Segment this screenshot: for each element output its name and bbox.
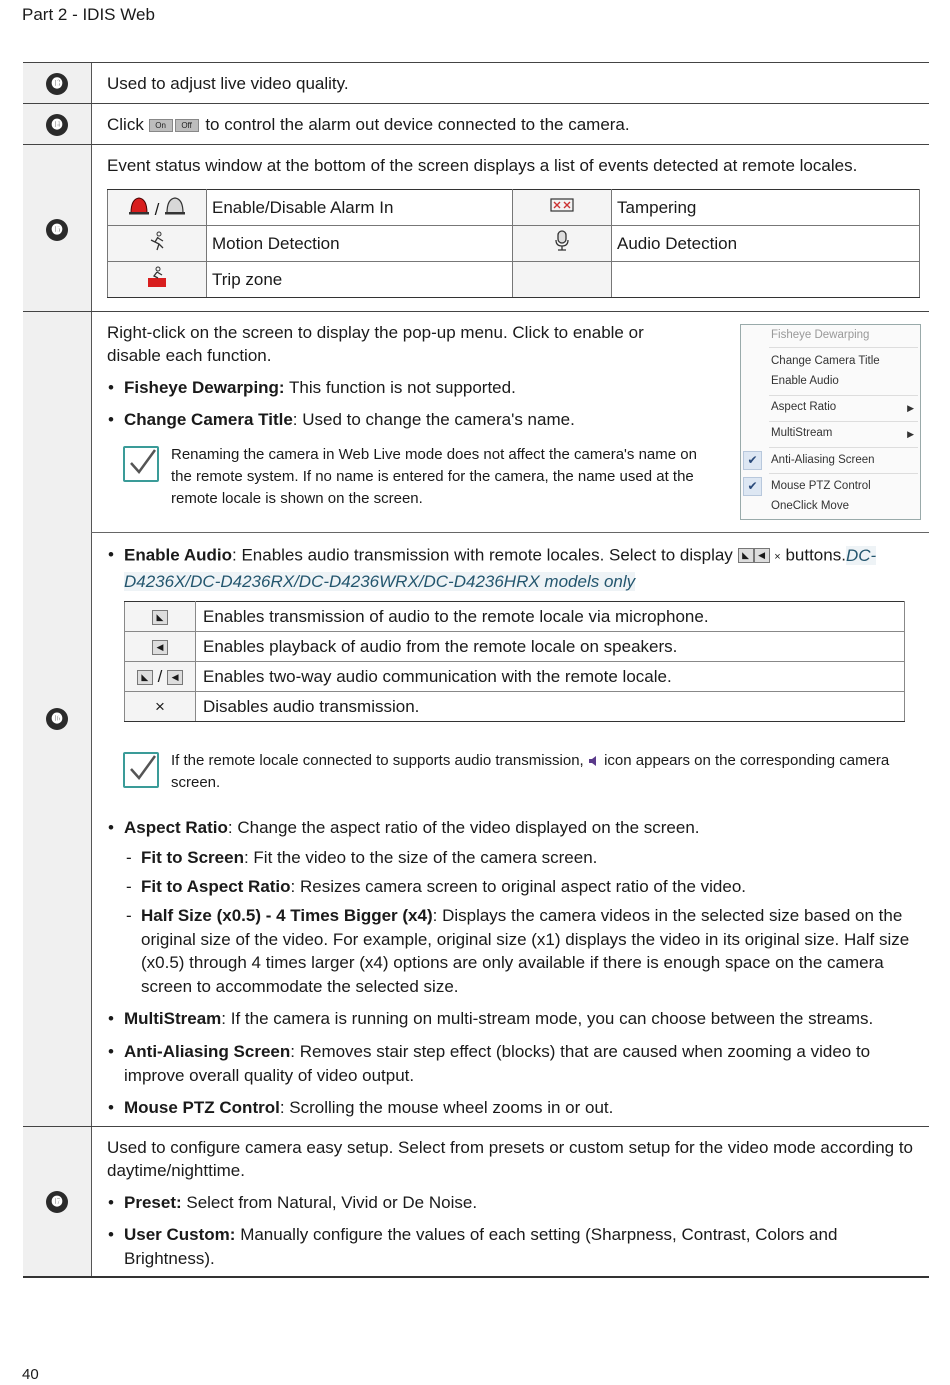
list-item: - Fit to Screen: Fit the video to the size of the camera screen. bbox=[124, 846, 597, 870]
audio-desc: Enables playback of audio from the remote locale on speakers. bbox=[196, 632, 905, 662]
page-header: Part 2 - IDIS Web bbox=[22, 5, 155, 24]
event-label: Trip zone bbox=[207, 262, 513, 298]
row-text: Click On Off to control the alarm out device connected to the camera. bbox=[107, 115, 630, 134]
list-item: • Fisheye Dewarping: This function is not supported. bbox=[107, 376, 516, 400]
event-label: Enable/Disable Alarm In bbox=[207, 190, 513, 226]
menu-item-multistream[interactable]: MultiStream bbox=[771, 427, 833, 439]
table-row bbox=[125, 632, 905, 662]
table-row bbox=[108, 190, 920, 226]
list-item: • Change Camera Title: Used to change the camera's name. bbox=[107, 408, 575, 432]
table-row bbox=[125, 662, 905, 692]
table-row bbox=[108, 226, 920, 262]
popup-menu bbox=[740, 324, 921, 520]
list-item: • Preset: Select from Natural, Vivid or De Noise. bbox=[107, 1191, 477, 1215]
table-row bbox=[23, 311, 929, 1127]
alarm-on-button[interactable]: On bbox=[149, 119, 173, 132]
list-item: • User Custom: Manually configure the values of each setting (Sharpness, Contrast, Colors and Brightness). bbox=[107, 1223, 884, 1270]
audio-speaker-icon bbox=[588, 755, 600, 767]
check-icon: ✔ bbox=[743, 477, 762, 496]
list-item: • Enable Audio: Enables audio transmission with remote locales. Select to display ◣ ◀ × buttons.DC-D4236X/DC-D4236RX/DC-D4236WRX/DC-D4236HRX models only bbox=[107, 543, 914, 593]
row-number: ⓮ bbox=[46, 114, 68, 136]
table-row bbox=[23, 1126, 929, 1278]
row-text: Event status window at the bottom of the screen displays a list of events detected at remote locales. bbox=[107, 156, 858, 175]
menu-item-enable-audio[interactable]: Enable Audio bbox=[771, 375, 839, 387]
audio-desc: Enables transmission of audio to the remote locale via microphone. bbox=[196, 602, 905, 632]
menu-item-oneclick-move[interactable]: OneClick Move bbox=[771, 500, 849, 512]
menu-item-aspect-ratio[interactable]: Aspect Ratio bbox=[771, 401, 837, 413]
list-item: • Anti-Aliasing Screen: Removes stair step effect (blocks) that are caused when zooming a video to improve overall quality of video output. bbox=[107, 1040, 914, 1087]
event-label: Audio Detection bbox=[612, 226, 920, 262]
menu-item-fisheye[interactable]: Fisheye Dewarping bbox=[771, 329, 870, 341]
audio-desc: Enables two-way audio communication with the remote locale. bbox=[196, 662, 905, 692]
microphone-icon: ◣ bbox=[125, 602, 196, 632]
checkmark-note-icon bbox=[123, 752, 159, 788]
alarm-off-button[interactable]: Off bbox=[175, 119, 199, 132]
table-row bbox=[23, 144, 929, 312]
table-row bbox=[23, 103, 929, 145]
note-text: If the remote locale connected to supports audio transmission, icon appears on the corresponding camera screen. bbox=[171, 752, 890, 791]
event-label: Tampering bbox=[612, 190, 920, 226]
checkmark-note-icon bbox=[123, 446, 159, 482]
check-icon: ✔ bbox=[743, 451, 762, 470]
table-row bbox=[125, 602, 905, 632]
table-row bbox=[108, 262, 920, 298]
list-item: • Mouse PTZ Control: Scrolling the mouse wheel zooms in or out. bbox=[107, 1096, 613, 1120]
close-icon: × bbox=[125, 692, 196, 722]
list-item: • Aspect Ratio: Change the aspect ratio of the video displayed on the screen. bbox=[107, 816, 700, 840]
list-item: • MultiStream: If the camera is running on multi-stream mode, you can choose between the streams. bbox=[107, 1007, 873, 1031]
submenu-arrow-icon: ▶ bbox=[907, 429, 914, 439]
note-text: Renaming the camera in Web Live mode does not affect the camera's name on the remote system. If no name is entered for the camera, the name used at the remote locale is shown on the screen. bbox=[171, 446, 697, 507]
row-number: ⓰ bbox=[46, 708, 68, 730]
two-way-audio-icon: ◣ / ◀ bbox=[125, 662, 196, 692]
audio-detection-icon bbox=[513, 226, 612, 262]
motion-icon bbox=[108, 226, 207, 262]
speaker-icon: ◀ bbox=[125, 632, 196, 662]
submenu-arrow-icon: ▶ bbox=[907, 403, 914, 413]
row-number: ⓯ bbox=[46, 219, 68, 241]
alarm-in-icon: / bbox=[108, 190, 207, 226]
menu-item-mouse-ptz[interactable]: Mouse PTZ Control bbox=[771, 480, 871, 492]
audio-buttons-icon: ◣ ◀ × bbox=[738, 543, 781, 570]
event-table bbox=[107, 189, 920, 298]
list-item: - Fit to Aspect Ratio: Resizes camera screen to original aspect ratio of the video. bbox=[124, 875, 746, 899]
row-text: Used to adjust live video quality. bbox=[107, 74, 349, 93]
event-label: Motion Detection bbox=[207, 226, 513, 262]
table-row bbox=[125, 692, 905, 722]
row-text: Used to configure camera easy setup. Select from presets or custom setup for the video mode according to daytime/nighttime. bbox=[107, 1138, 914, 1180]
popup-intro: Right-click on the screen to display the pop-up menu. Click to enable or disable each function. bbox=[107, 323, 644, 365]
table-row bbox=[23, 62, 929, 104]
menu-item-change-title[interactable]: Change Camera Title bbox=[771, 355, 880, 367]
audio-desc: Disables audio transmission. bbox=[196, 692, 905, 722]
list-item: - Half Size (x0.5) - 4 Times Bigger (x4): Displays the camera videos in the selected size based on the original size of the video. For example, original size (x1) displays the video in its original size. Half size (x0.5) through 4 times larger (x4) options are only available if there is enough space on the camera screen to accommodate the selected size. bbox=[124, 904, 911, 998]
row-number: ⓭ bbox=[46, 73, 68, 95]
audio-table bbox=[124, 601, 905, 722]
trip-zone-icon bbox=[108, 262, 207, 298]
page-number: 40 bbox=[22, 1366, 39, 1383]
menu-item-anti-aliasing[interactable]: Anti-Aliasing Screen bbox=[771, 454, 875, 466]
row-number: ⓱ bbox=[46, 1191, 68, 1213]
tampering-icon bbox=[513, 190, 612, 226]
